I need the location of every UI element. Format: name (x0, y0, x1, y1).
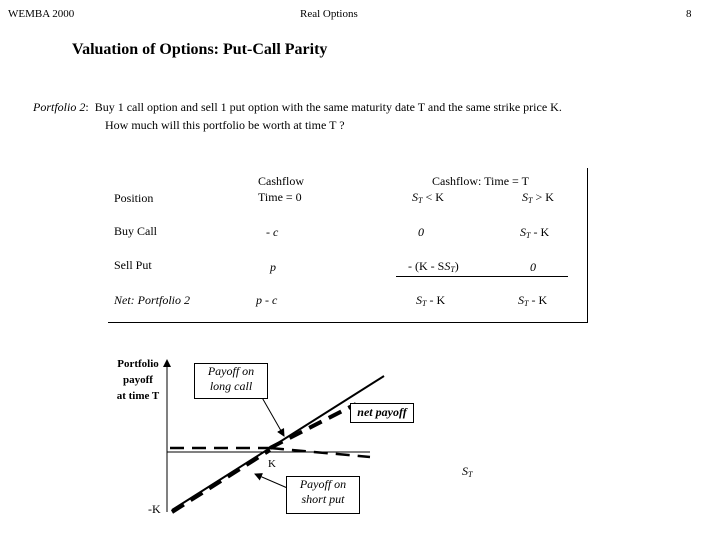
col-cashflow0-header-2: Time = 0 (258, 190, 302, 204)
row-3-lt: $S_T$ - K (416, 293, 446, 308)
st-axis-label: $S_T$ (462, 464, 473, 479)
row-1-cf0: - c (266, 225, 279, 239)
question-line-1: Portfolio 2: Buy 1 call option and sell 1 put option with the same maturity date T and the same strike price K. (33, 100, 562, 114)
col-lt-header: $S_T < K$ (412, 190, 444, 205)
question-text-1: Buy 1 call option and sell 1 put option with the same maturity date T and the same strike price K. (94, 100, 562, 114)
neg-k-label: -K (148, 502, 161, 516)
short-put-rise (172, 450, 270, 512)
page-number: 8 (686, 8, 692, 20)
y-axis-label: Portfolio payoff at time T (116, 358, 160, 402)
row-2-cf0: p (270, 260, 276, 274)
row-3-gt: $S_T$ - K (518, 293, 548, 308)
question-text-2: How much will this portfolio be worth at time T ? (105, 118, 345, 132)
row-2-position: Sell Put (114, 258, 152, 272)
long-call-pointer (260, 394, 284, 436)
row-3-cf0: p - c (256, 293, 278, 307)
row-1-gt: $S_T$ - K (520, 225, 550, 240)
row-2-lt: - $(K - SS_T)$ (408, 259, 459, 274)
row-2-gt: 0 (530, 260, 536, 274)
col-cashflow0-header-1: Cashflow (258, 174, 304, 188)
row-1-lt: 0 (418, 225, 424, 239)
portfolio-label: Portfolio 2 (33, 100, 86, 114)
long-call-box: Payoff on long call (194, 363, 268, 399)
short-put-box: Payoff on short put (286, 476, 360, 514)
net-payoff-box: net payoff (350, 403, 414, 423)
row-1-position: Buy Call (114, 224, 158, 238)
col-gt-header: $S_T > K$ (522, 190, 554, 205)
header-center: Real Options (300, 8, 358, 20)
row-3-position: Net: Portfolio 2 (114, 293, 190, 307)
strike-k-label: K (268, 458, 276, 470)
col-position-header: Position (114, 191, 154, 205)
page-title: Valuation of Options: Put-Call Parity (72, 41, 328, 58)
long-call-rise (270, 404, 356, 448)
header-left: WEMBA 2000 (8, 8, 75, 20)
col-cashflowT-header: Cashflow: Time = T (432, 174, 529, 188)
